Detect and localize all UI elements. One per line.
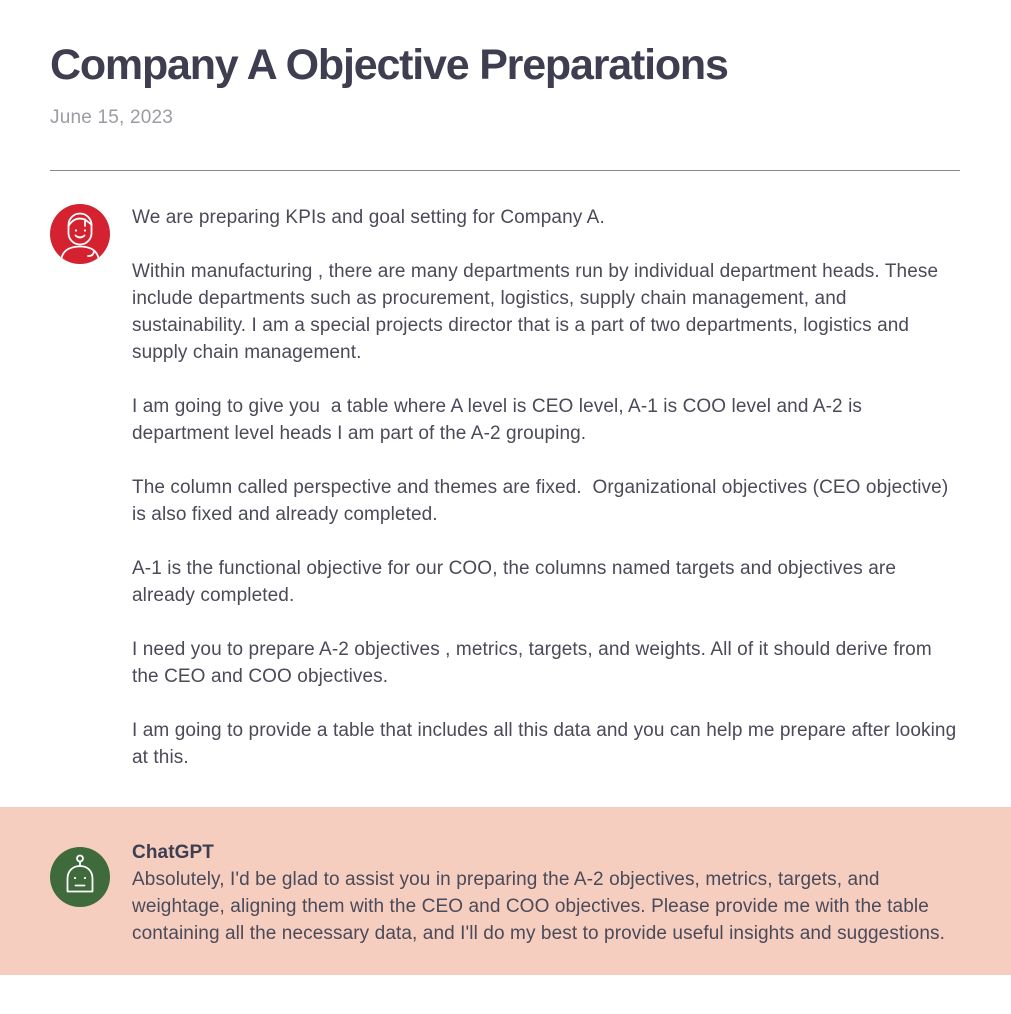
user-message: [0, 171, 1011, 771]
assistant-message-body: [132, 839, 960, 947]
robot-icon: [50, 847, 110, 907]
user-paragraph: The column called perspective and themes are fixed. Organizational objectives (CEO objective) is also fixed and already completed.: [132, 477, 954, 526]
assistant-message: [0, 839, 1011, 947]
user-paragraph: I am going to give you a table where A level is CEO level, A-1 is COO level and A-2 is department level heads I am part of the A-2 grouping.: [132, 396, 868, 445]
user-paragraph: A-1 is the functional objective for our COO, the columns named targets and objectives are already completed.: [132, 558, 902, 607]
user-message-body: [132, 204, 960, 771]
assistant-message-block: [0, 807, 1011, 975]
user-paragraph: I am going to provide a table that includes all this data and you can help me prepare after looking at this.: [132, 720, 962, 769]
assistant-sender-name: ChatGPT: [132, 842, 214, 864]
page-header: [0, 0, 1011, 129]
page-title: Company A Objective Preparations: [50, 41, 728, 89]
user-paragraph: Within manufacturing , there are many departments run by individual department heads. These include departments such as procurement, logistics, supply chain management, and sustainability. I am a special projects director that is a part of two departments, logistics and supply chain management.: [132, 261, 944, 364]
user-paragraph: We are preparing KPIs and goal setting for Company A.: [132, 207, 605, 229]
assistant-paragraph: Absolutely, I'd be glad to assist you in preparing the A-2 objectives, metrics, targets, and weightage, aligning them with the CEO and COO objectives. Please provide me with the table containing all the necessary data, and I'll do my best to provide useful insights and suggestions.: [132, 869, 945, 945]
user-paragraph: I need you to prepare A-2 objectives , metrics, targets, and weights. All of it should derive from the CEO and COO objectives.: [132, 639, 938, 688]
page-date: June 15, 2023: [50, 107, 174, 129]
person-icon: [50, 204, 110, 264]
